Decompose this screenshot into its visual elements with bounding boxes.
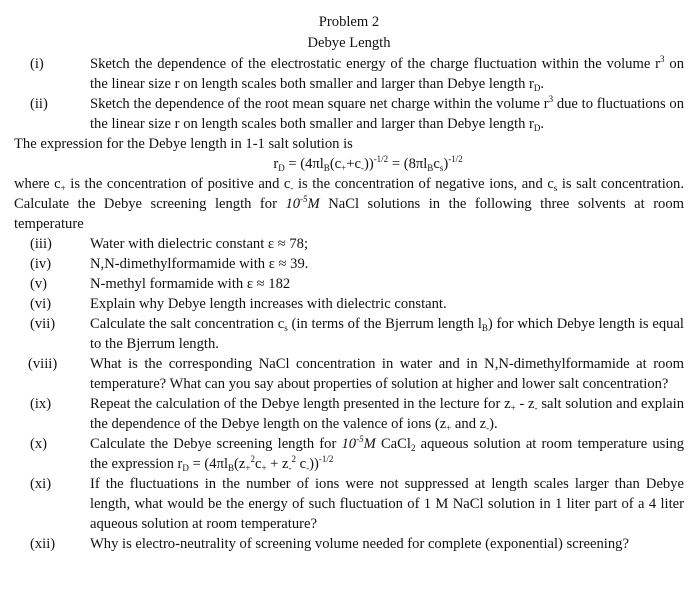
item-number: (xi) [30,476,52,492]
list-item [14,534,684,554]
list-item [14,94,684,134]
list-item [14,254,684,274]
item-text: What is the corresponding NaCl concentration in water and in N,N-dimethylformamide at room temperature? What can you say about properties of solution at higher and lower salt concentration? [90,356,684,392]
list-item [14,354,684,394]
list-item [14,314,684,354]
list-item [14,434,684,474]
item-text: Why is electro-neutrality of screening volume needed for complete (exponential) screening? [90,536,629,552]
item-text: Sketch the dependence of the electrostatic energy of the charge fluctuation within the volume $r^3$ on the linear size r on length scales both smaller and larger than Debye length $r_D$. [90,54,684,93]
item-number: (ii) [30,96,48,112]
list-item [14,234,684,254]
item-number: (vi) [30,296,52,312]
list-item [14,474,684,534]
item-number: (vii) [30,316,56,332]
debye-formula: $r_D = (4\pi l_B(c_++c_-))^{-1/2} = (8\pi l_Bc_s)^{-1/2}$ [273,154,463,173]
list-item [14,54,684,94]
item-number: (x) [30,436,48,452]
item-text: N-methyl formamide with ε ≈ 182 [90,276,291,292]
item-number: (ix) [30,396,52,412]
where-paragraph: where $c_+$ is the concentration of positive and $c_-$ is the concentration of negative ions, and $c_s$ is salt concentration. Calculate the Debye screening length for $10^{-5}M$ NaCl solutions in the following three solvents at room temperature [14,176,684,232]
item-number: (viii) [28,356,58,372]
problem-subtitle: Debye Length [307,35,391,51]
item-text: Sketch the dependence of the root mean square net charge within the volume $r^3$ due to fluctuations on the linear size r on length scales both smaller and larger than Debye length $r_D$. [90,94,684,133]
item-text: Repeat the calculation of the Debye length presented in the lecture for $z_+ - z_-$ salt solution and explain the dependence of the Debye length on the valence of ions ($z_+$ and $z_-$). [90,396,684,433]
item-number: (v) [30,276,48,292]
list-item [14,294,684,314]
item-text: N,N-dimethylformamide with ε ≈ 39. [90,256,309,272]
item-text: If the fluctuations in the number of ions were not suppressed at length scales larger than Debye length, what would be the energy of such fluctuation of 1 M NaCl solution in 1 liter part of a 4 liter aqueous solution at room temperature? [90,476,684,532]
intro-text: The expression for the Debye length in 1-1 salt solution is [14,136,353,152]
item-number: (iv) [30,256,52,272]
item-text: Calculate the Debye screening length for $10^{-5}M$ CaCl$_2$ aqueous solution at room temperature using the expression $r_D = (4\pi l_B(z_+^2c_+ + z_-^2$ $c_-))^{-1/2}$ [90,434,685,473]
problem-title: Problem 2 [318,14,380,30]
item-text: Explain why Debye length increases with dielectric constant. [90,296,447,312]
list-item [14,394,684,434]
item-text: Water with dielectric constant ε ≈ 78; [90,236,309,252]
list-item [14,274,684,294]
item-number: (xii) [30,536,56,552]
item-number: (iii) [30,236,52,252]
item-number: (i) [30,56,44,72]
item-text: Calculate the salt concentration $c_s$ (in terms of the Bjerrum length $l_B$) for which Debye length is equal to the Bjerrum length. [90,316,684,352]
